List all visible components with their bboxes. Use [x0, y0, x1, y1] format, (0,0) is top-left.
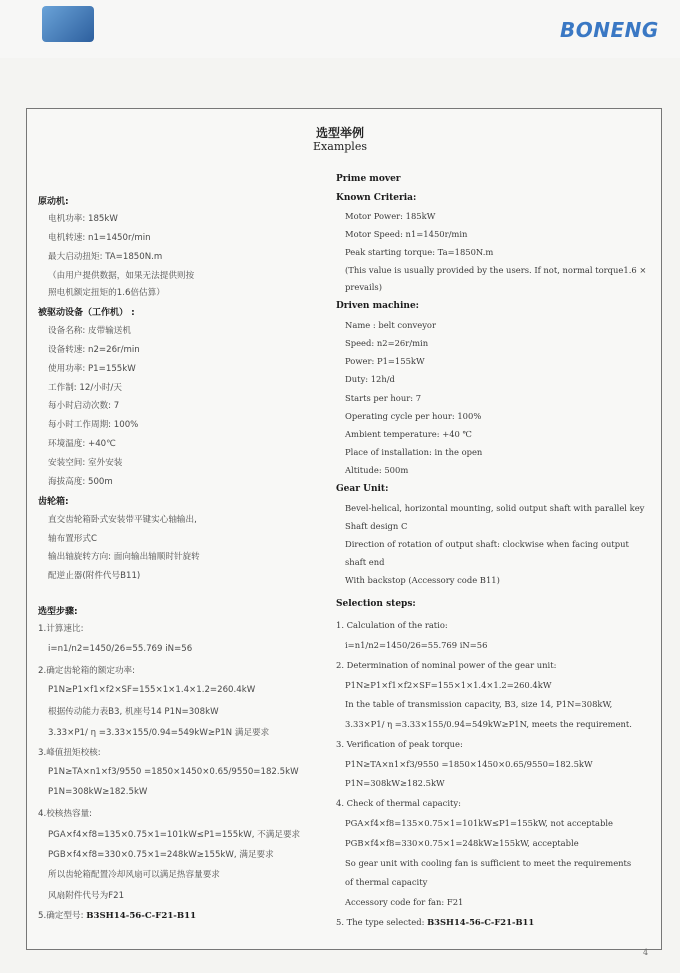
altitude: Altitude: 500m	[345, 465, 409, 475]
step-1: 1. Calculation of the ratio:	[336, 620, 448, 630]
prime-mover-heading: Prime mover	[336, 174, 401, 184]
device-name-cn: 设备名称: 皮带输送机	[48, 326, 131, 336]
step-3b-cn: P1N=308kW≥182.5kW	[48, 787, 148, 797]
step-1a: i=n1/n2=1450/26=55.769 iN=56	[345, 640, 488, 650]
prime-mover-heading-cn: 原动机:	[38, 197, 69, 207]
gear-line-1: Bevel-helical, horizontal mounting, solid output shaft with parallel key	[345, 503, 645, 513]
driven-heading-cn: 被驱动设备（工作机） :	[38, 308, 135, 318]
step-4-cn: 4.校核热容量:	[38, 809, 93, 819]
motor-speed-cn: 电机转速: n1=1450r/min	[48, 233, 151, 243]
step-2-cn: 2.确定齿轮箱的额定功率:	[38, 666, 136, 676]
steps-heading-cn: 选型步骤:	[38, 607, 78, 617]
torque-note-1-cn: （由用户提供数据，如果无法提供则按	[48, 271, 195, 281]
cycle-cn: 每小时工作周期: 100%	[48, 420, 139, 430]
step-2c-cn: 3.33×P1/ η =3.33×155/0.94=549kW≥P1N 满足要求	[48, 728, 270, 738]
gear-line-3-cn: 输出轴旋转方向: 面向输出轴顺时针旋转	[48, 552, 200, 562]
gear-line-4: shaft end	[345, 557, 385, 567]
step-2b-cn: 根据传动能力表B3, 机座号14 P1N=308kW	[48, 707, 219, 717]
step-4: 4. Check of thermal capacity:	[336, 798, 461, 808]
ambient-temperature: Ambient temperature: +40 ℃	[345, 429, 472, 439]
installation-cn: 安装空间: 室外安装	[48, 458, 123, 468]
gear-line-4-cn: 配逆止器(附件代号B11)	[48, 571, 141, 581]
starts-cn: 每小时启动次数: 7	[48, 401, 120, 411]
motor-power-cn: 电机功率: 185kW	[48, 214, 118, 224]
step-5-label-cn: 5.确定型号:	[38, 911, 84, 921]
torque-note-2: prevails)	[345, 282, 382, 292]
step-2: 2. Determination of nominal power of the gear unit:	[336, 660, 557, 670]
driven-power: Power: P1=155kW	[345, 356, 425, 366]
driven-machine-heading: Driven machine:	[336, 301, 419, 311]
step-3a: P1N≥TA×n1×f3/9550 =1850×1450×0.65/9550=182.5kW	[345, 759, 593, 769]
start-torque-cn: 最大启动扭矩: TA=1850N.m	[48, 252, 163, 262]
step-3: 3. Verification of peak torque:	[336, 739, 463, 749]
altitude-cn: 海拔高度: 500m	[48, 477, 113, 487]
step-5-cn	[38, 909, 196, 921]
step-5-label: 5. The type selected:	[336, 917, 425, 927]
step-3a-cn: P1N≥TA×n1×f3/9550 =1850×1450×0.65/9550=182.5kW	[48, 767, 299, 777]
step-2a-cn: P1N≥P1×f1×f2×SF=155×1×1.4×1.2=260.4kW	[48, 685, 256, 695]
step-3b: P1N=308kW≥182.5kW	[345, 778, 445, 788]
device-power-cn: 使用功率: P1=155kW	[48, 364, 136, 374]
step-4d-cn: 风扇附件代号为F21	[48, 891, 125, 901]
gear-line-3: Direction of rotation of output shaft: clockwise when facing output	[345, 539, 629, 549]
step-4a: PGA×f4×f8=135×0.75×1=101kW≤P1=155kW, not acceptable	[345, 818, 613, 828]
torque-note-2-cn: 照电机额定扭矩的1.6倍估算）	[48, 288, 165, 298]
gear-line-2: Shaft design C	[345, 521, 408, 531]
selection-steps-heading: Selection steps:	[336, 599, 416, 609]
selected-type-cn: B3SH14-56-C-F21-B11	[86, 911, 197, 921]
gear-line-2-cn: 轴布置形式C	[48, 534, 97, 544]
step-4e: Accessory code for fan: F21	[345, 897, 464, 907]
step-4c: So gear unit with cooling fan is sufficient to meet the requirements	[345, 858, 632, 868]
peak-torque: Peak starting torque: Ta=1850N.m	[345, 247, 494, 257]
page-title-cn: 选型举例	[315, 126, 364, 140]
operating-cycle: Operating cycle per hour: 100%	[345, 411, 482, 421]
selected-type: B3SH14-56-C-F21-B11	[427, 917, 535, 927]
gear-line-1-cn: 直交齿轮箱卧式安装带平键实心轴输出,	[48, 515, 197, 525]
step-1a-cn: i=n1/n2=1450/26=55.769 iN=56	[48, 644, 193, 654]
driven-speed: Speed: n2=26r/min	[345, 338, 429, 348]
step-2a: P1N≥P1×f1×f2×SF=155×1×1.4×1.2=260.4kW	[345, 680, 552, 690]
step-4c-cn: 所以齿轮箱配置冷却风扇可以满足热容量要求	[48, 870, 220, 880]
duty-cn: 工作制: 12/小时/天	[48, 383, 122, 393]
page-number: 4	[643, 948, 649, 957]
ambient-temp-cn: 环境温度: +40℃	[48, 439, 116, 449]
driven-name: Name : belt conveyor	[345, 320, 436, 330]
step-2b: In the table of transmission capacity, B3, size 14, P1N=308kW,	[345, 699, 613, 709]
step-4b: PGB×f4×f8=330×0.75×1=248kW≥155kW, acceptable	[345, 838, 579, 848]
step-4b-cn: PGB×f4×f8=330×0.75×1=248kW≥155kW, 满足要求	[48, 850, 274, 860]
gear-unit-heading: Gear Unit:	[336, 484, 389, 494]
step-4d: of thermal capacity	[345, 877, 428, 887]
page-header	[0, 0, 680, 58]
place-of-installation: Place of installation: in the open	[345, 447, 483, 457]
brand-logo: BONENG	[560, 18, 659, 42]
step-2c: 3.33×P1/ η =3.33×155/0.94=549kW≥P1N, meets the requirement.	[345, 719, 632, 729]
gear-line-5: With backstop (Accessory code B11)	[345, 575, 500, 585]
gear-heading-cn: 齿轮箱:	[38, 497, 69, 507]
motor-power: Motor Power: 185kW	[345, 211, 436, 221]
torque-note-1: (This value is usually provided by the users. If not, normal torque1.6 ×	[345, 265, 647, 275]
step-1-cn: 1.计算速比:	[38, 624, 84, 634]
known-criteria-heading: Known Criteria:	[336, 193, 417, 203]
motor-speed: Motor Speed: n1=1450r/min	[345, 229, 468, 239]
step-5	[336, 917, 534, 927]
duty: Duty: 12h/d	[345, 374, 395, 384]
page-title-en: Examples	[313, 140, 367, 153]
step-3-cn: 3.峰值扭矩校核:	[38, 748, 101, 758]
device-speed-cn: 设备转速: n2=26r/min	[48, 345, 140, 355]
gearbox-product-image	[42, 6, 94, 42]
starts-per-hour: Starts per hour: 7	[345, 393, 422, 403]
step-4a-cn: PGA×f4×f8=135×0.75×1=101kW≤P1=155kW, 不满足要求	[48, 830, 301, 840]
